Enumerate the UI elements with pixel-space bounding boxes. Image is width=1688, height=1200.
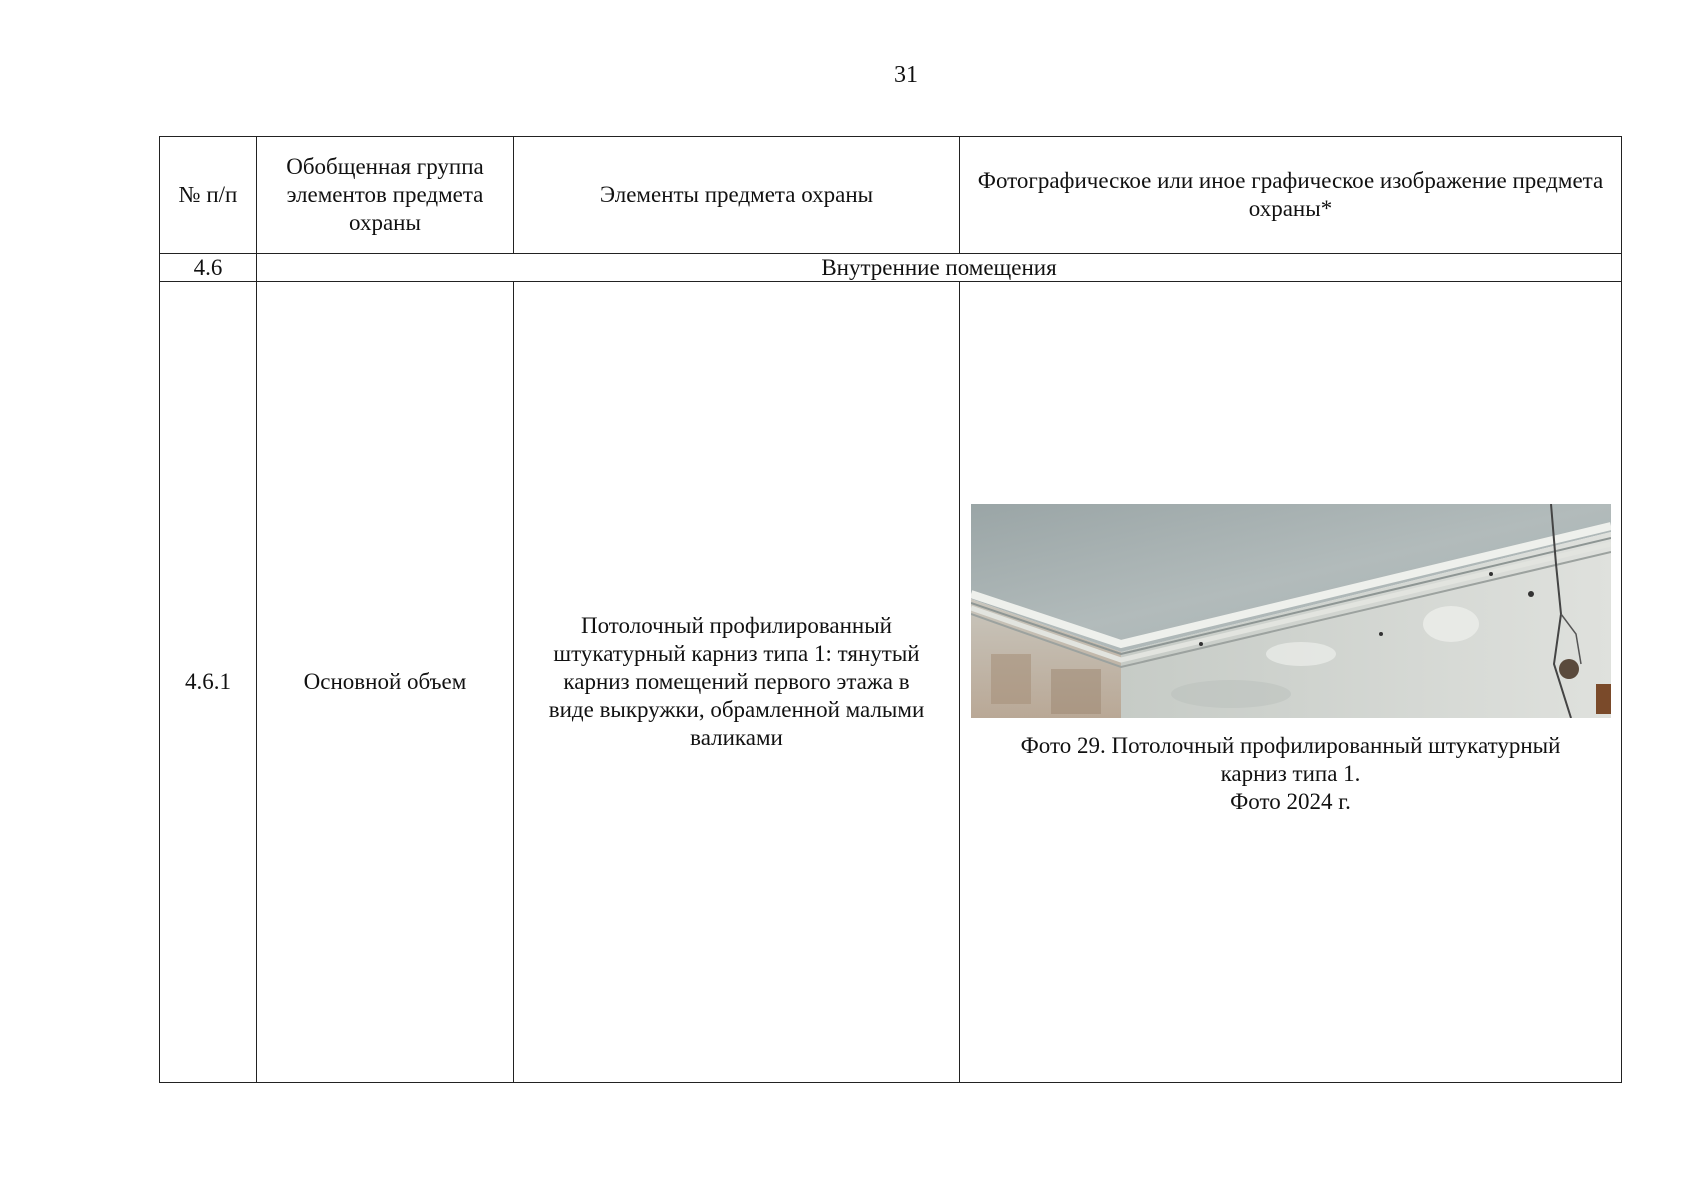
section-row	[160, 254, 1622, 282]
photo-caption	[960, 732, 1621, 816]
row-elements: Потолочный профилированный штукатурный карниз типа 1: тянутый карниз помещений первого этажа в виде выкружки, обрамленной малыми валиками	[514, 282, 960, 1083]
photo-caption-line-3: Фото 2024 г.	[1230, 789, 1351, 814]
table-header-row	[160, 137, 1622, 254]
photo-caption-line-1: Фото 29. Потолочный профилированный штукатурный	[1020, 733, 1561, 758]
section-number: 4.6	[160, 254, 257, 282]
row-image-cell	[960, 282, 1622, 1083]
header-image: Фотографическое или иное графическое изображение предмета охраны*	[960, 137, 1622, 254]
photo-caption-line-2: карниз типа 1.	[1220, 761, 1361, 786]
cornice-photo	[971, 504, 1611, 718]
row-number: 4.6.1	[160, 282, 257, 1083]
cornice-photo-image	[971, 504, 1611, 718]
header-group: Обобщенная группа элементов предмета охраны	[257, 137, 514, 254]
header-elements: Элементы предмета охраны	[514, 137, 960, 254]
page-number: 31	[894, 62, 918, 88]
header-number: № п/п	[160, 137, 257, 254]
protection-elements-table	[159, 136, 1622, 1083]
section-title: Внутренние помещения	[257, 254, 1622, 282]
table-row	[160, 282, 1622, 1083]
row-group: Основной объем	[257, 282, 514, 1083]
